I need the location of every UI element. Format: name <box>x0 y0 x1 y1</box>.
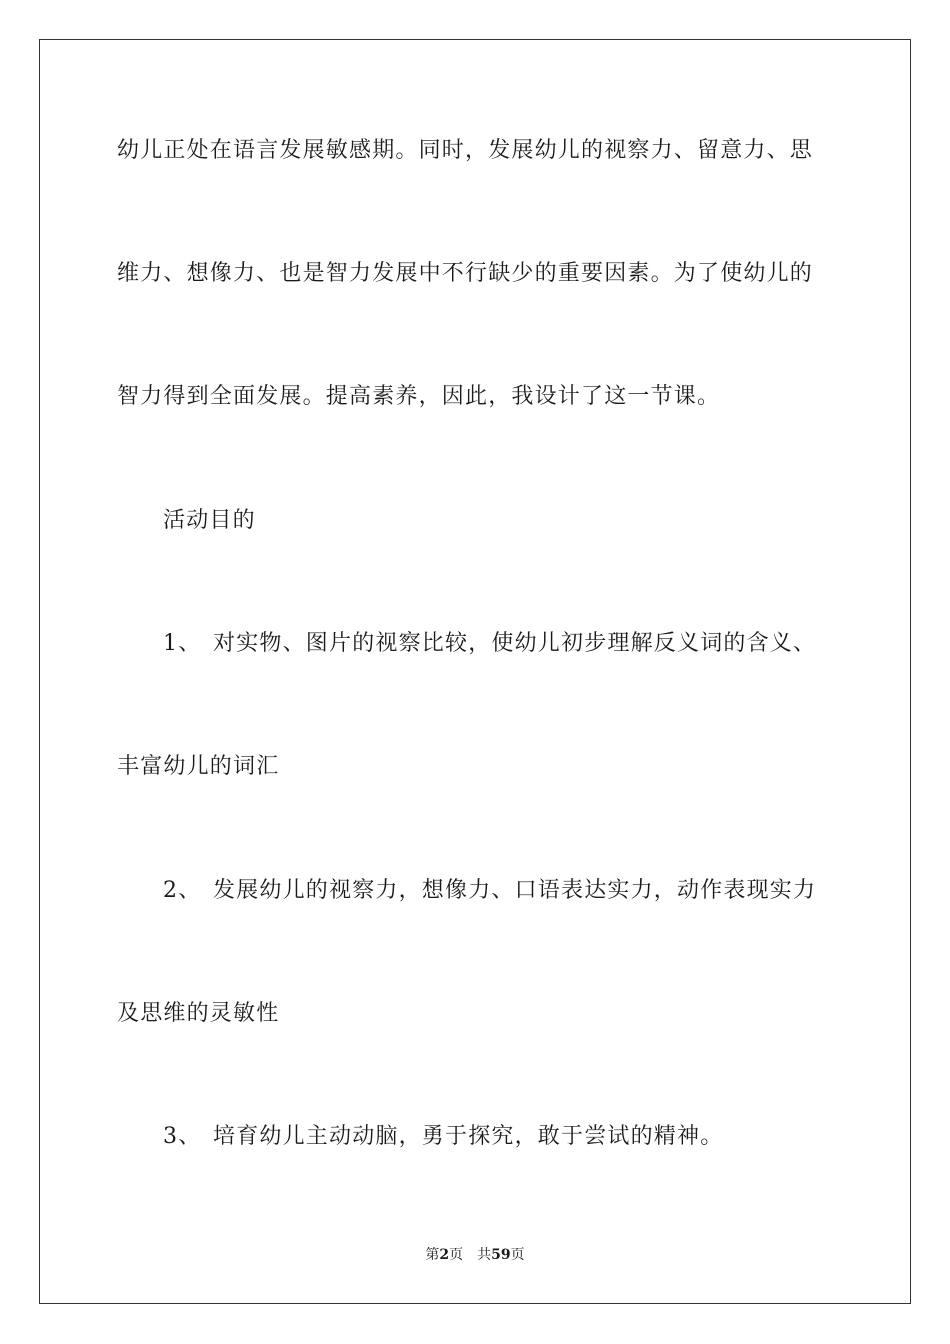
total-prefix: 共 <box>477 1247 492 1263</box>
goal-item-3 <box>163 1122 723 1152</box>
paragraph-line: 幼儿正处在语言发展敏感期。同时，发展幼儿的视察力、留意力、思 <box>117 138 814 163</box>
total-pages: 59 <box>491 1247 511 1263</box>
goal-text: 对实物、图片的视察比较，使幼儿初步理解反义词的含义、 <box>213 631 817 656</box>
page-number: 2 <box>439 1247 450 1263</box>
paragraph-line: 维力、想像力、也是智力发展中不行缺少的重要因素。为了使幼儿的 <box>117 261 814 286</box>
section-heading: 活动目的 <box>163 508 256 533</box>
goal-item-2 <box>163 876 816 906</box>
paragraph-line: 智力得到全面发展。提高素养，因此，我设计了这一节课。 <box>117 384 721 409</box>
page-prefix: 第 <box>425 1247 440 1263</box>
goal-number: 3、 <box>163 1124 202 1149</box>
total-suffix: 页 <box>510 1247 525 1263</box>
goal-number: 2、 <box>163 878 202 903</box>
goal-text: 发展幼儿的视察力，想像力、口语表达实力，动作表现实力 <box>213 878 817 903</box>
goal-continuation: 丰富幼儿的词汇 <box>117 754 280 779</box>
page-border <box>39 39 911 1304</box>
page-footer <box>0 1246 950 1264</box>
goal-item-1 <box>163 629 816 659</box>
goal-number: 1、 <box>163 631 202 656</box>
goal-continuation: 及思维的灵敏性 <box>117 1001 280 1026</box>
page-suffix: 页 <box>449 1247 464 1263</box>
goal-text: 培育幼儿主动动脑，勇于探究，敢于尝试的精神。 <box>213 1124 724 1149</box>
